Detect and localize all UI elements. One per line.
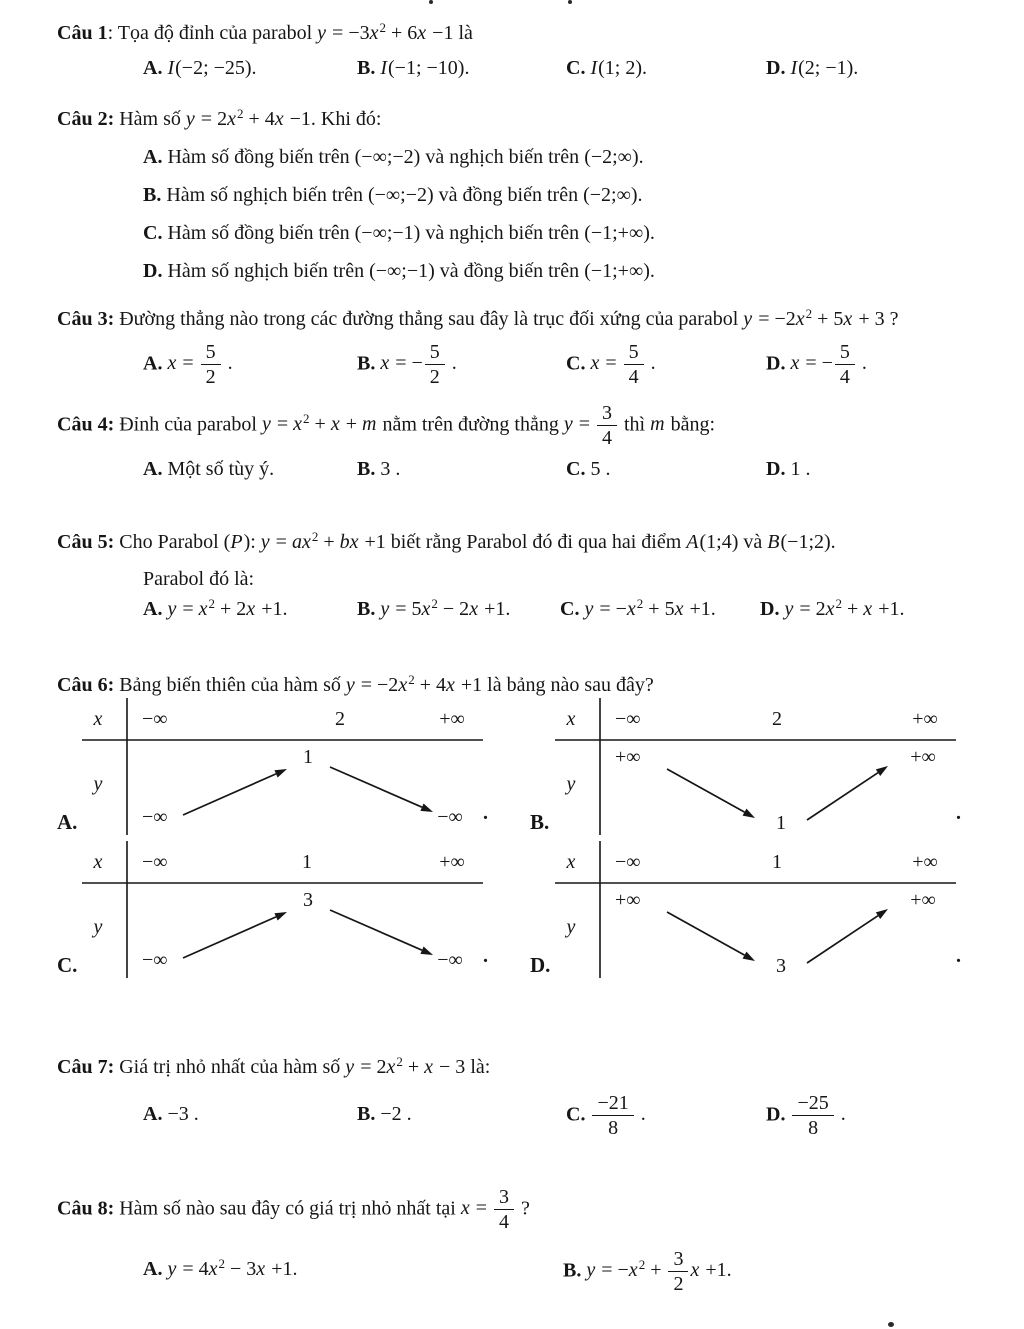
question-3-title [57,308,898,331]
option-text: và đồng biến trên [433,184,584,206]
question-8-text: Hàm số nào sau đây có giá trị nhỏ nhất tại [114,1197,461,1220]
option-value: I(2; −1). [790,57,859,79]
option-letter: A. [143,458,163,480]
increase-arrow [807,766,888,820]
option-value: x = − $\frac{5}{2}$ . [380,341,457,389]
q2-option-a [143,146,644,169]
option-value: $y = 4x^2 - 3x +1$. [167,1256,298,1280]
table-period: . [956,802,961,824]
y-right-limit: −∞ [437,806,463,828]
x-right-value: +∞ [912,708,938,730]
option-letter: B. [357,57,376,79]
question-8-label: Câu 8: [57,1197,115,1220]
question-2-text: Hàm số [114,108,186,130]
stray-mark [568,0,572,4]
question-5-text: và [738,531,768,553]
q1-option-b [357,57,469,80]
option-letter: C. [566,57,586,79]
question-3-text-after: ? [884,308,899,330]
question-4-title [57,402,715,450]
option-letter: D. [760,598,780,620]
question-4-text: thì [619,413,651,436]
option-value: I(1; 2). [590,57,648,79]
y-left-limit: −∞ [142,806,168,828]
question-6-text-after: là bảng nào sau đây? [482,674,654,696]
option-letter: B. [357,352,376,375]
x-row-label: x [566,708,576,730]
table-period: . [483,945,488,967]
question-2-text-after: . Khi đó: [310,108,382,130]
option-value: $y = 5x^2 - 2x +1$. [380,596,511,620]
table-option-letter: A. [57,810,78,834]
option-value: $y = -x^2$ + $\frac{3}{2}$ x +1. [586,1248,732,1296]
question-7-label: Câu 7: [57,1056,115,1078]
option-letter: A. [143,57,163,79]
x-left-value: −∞ [615,851,641,873]
option-letter: D. [766,1103,786,1126]
option-text: . [638,146,644,168]
table-option-letter: C. [57,953,78,977]
q5-option-a [143,598,287,621]
q3-option-b [357,341,457,389]
option-text: Hàm số đồng biến trên [167,222,355,244]
y-min-value: 3 [776,955,786,977]
interval: (−∞;−1) [354,222,421,244]
option-value: $\frac{-25}{8}$ . [790,1103,845,1125]
option-letter: B. [357,458,376,480]
interval: (−∞;−2) [354,146,421,168]
x-left-value: −∞ [142,851,168,873]
interval: (−∞;−1) [369,260,435,282]
y-left-limit: +∞ [615,889,641,911]
option-value: −3 . [167,1103,199,1125]
table-period: . [483,802,488,824]
question-8-text-after: ? [516,1197,530,1220]
interval: (−1;+∞) [584,260,650,282]
x-right-value: +∞ [439,851,465,873]
x-row-label: x [93,708,103,730]
x-mid-value: 2 [772,708,782,730]
stray-mark [429,0,433,4]
q1-option-d [766,57,858,80]
y-right-limit: +∞ [910,889,936,911]
question-2-title [57,108,381,131]
option-value: −2 . [380,1103,412,1125]
y-max-value: 3 [303,889,313,911]
option-letter: C. [143,222,163,244]
question-5-title [57,531,836,554]
q2-option-d [143,260,655,283]
q8-option-a [143,1258,297,1281]
option-letter: A. [143,598,163,620]
variation-table-d [530,841,976,983]
q5-option-d [760,598,904,621]
option-text: . [649,260,655,282]
decrease-arrow [330,767,433,812]
question-4-formula: $y = x^2 + x + m$ [261,411,377,436]
option-value: x = $\frac{5}{4}$ . [590,341,656,389]
increase-arrow [183,769,287,815]
q8-option-b [563,1248,732,1296]
option-letter: A. [143,1103,163,1125]
y-row-label: y [566,916,576,938]
question-2-label: Câu 2: [57,108,115,130]
q5-option-b [357,598,510,621]
option-text: Hàm số nghịch biến trên [167,260,370,282]
interval: (−2;∞) [584,146,639,168]
option-value: 3 . [380,458,401,480]
interval: (−2;∞) [583,184,638,206]
question-2-formula: $y = 2x^2 + 4x -1$ [185,106,311,130]
question-4-formula-2: y = $\frac{3}{4}$ [564,413,619,435]
question-7-title [57,1056,490,1079]
option-letter: B. [357,598,376,620]
x-mid-value: 1 [302,851,312,873]
question-8-title [57,1186,530,1234]
question-6-title [57,674,654,697]
q4-option-d [766,458,810,481]
q2-option-b [143,184,643,207]
option-letter: C. [566,1103,586,1126]
question-1-text-after: là [453,22,473,44]
table-period: . [956,945,961,967]
interval: (−∞;−2) [367,184,434,206]
increase-arrow [183,912,287,958]
y-right-limit: +∞ [910,746,936,768]
y-row-label: y [93,773,103,795]
x-mid-value: 2 [335,708,345,730]
q7-option-d [766,1092,846,1140]
option-letter: B. [563,1259,582,1282]
increase-arrow [807,909,888,963]
q2-option-c [143,222,655,245]
option-value: $y = x^2 + 2x +1$. [167,596,288,620]
decrease-arrow [667,769,755,818]
question-5-label: Câu 5: [57,531,115,553]
option-letter: A. [143,146,163,168]
x-left-value: −∞ [142,708,168,730]
variation-table-c [57,841,503,983]
option-letter: D. [143,260,163,282]
option-text: Hàm số đồng biến trên [167,146,355,168]
option-letter: C. [566,458,586,480]
variation-table-diagram [82,841,487,983]
variation-table-a [57,698,503,840]
option-letter: D. [766,458,786,480]
point-A: A(1;4) [686,531,739,553]
question-4-text: nằm trên đường thẳng [377,413,564,436]
option-letter: D. [766,57,786,79]
question-5-text: Cho Parabol [114,531,224,553]
question-6-text: Bảng biến thiên của hàm số [114,674,346,696]
option-text: Một số tùy ý. [167,458,275,480]
question-5-formula: (P): $y = ax^2$ + bx +1 [223,529,386,553]
q3-option-d [766,341,867,389]
x-right-value: +∞ [912,851,938,873]
y-max-value: 1 [303,746,313,768]
option-value: I(−1; −10). [380,57,470,79]
option-letter: B. [143,184,162,206]
x-mid-value: 1 [772,851,782,873]
variation-table-diagram [82,698,487,840]
question-4-var: m [650,413,665,436]
x-left-value: −∞ [615,708,641,730]
variation-table-diagram [555,698,960,840]
q4-option-b [357,458,400,481]
x-row-label: x [566,851,576,873]
option-text: Hàm số nghịch biến trên [166,184,368,206]
option-value: x = $\frac{5}{2}$ . [167,341,233,389]
option-letter: A. [143,352,163,375]
question-5-subline: Parabol đó là: [143,568,255,590]
question-4-label: Câu 4: [57,413,115,436]
option-value: 5 . [590,458,611,480]
question-1-formula: $y = -3x^2 + 6x -1$ [317,20,454,44]
q4-option-c [566,458,610,481]
question-1-label: Câu 1 [57,22,108,44]
x-right-value: +∞ [439,708,465,730]
question-8-formula: x = $\frac{3}{4}$ [461,1197,516,1219]
q1-option-c [566,57,647,80]
option-value: $y = -x^2 + 5x +1$. [584,596,716,620]
question-3-text: Đường thẳng nào trong các đường thẳng sau đây là trục đối xứng của parabol [114,308,744,330]
question-5-text: biết rằng Parabol đó đi qua hai điểm [385,531,687,553]
question-7-text: Giá trị nhỏ nhất của hàm số [114,1056,346,1078]
option-letter: A. [143,1258,163,1280]
q7-option-a [143,1103,199,1126]
question-4-text-after: bằng: [665,413,716,436]
y-row-label: y [566,773,576,795]
y-right-limit: −∞ [437,949,463,971]
option-letter: D. [766,352,786,375]
q3-option-a [143,341,233,389]
question-6-formula: $y = -2x^2 + 4x +1$ [345,672,483,696]
table-option-letter: D. [530,953,551,977]
q5-option-c [560,598,716,621]
x-row-label: x [93,851,103,873]
decrease-arrow [667,912,755,961]
option-letter: C. [566,352,586,375]
option-value: $y = 2x^2 + x +1$. [784,596,905,620]
table-option-letter: B. [530,810,550,834]
point-B: B(−1;2) [767,531,831,553]
question-7-formula: $y = 2x^2 + x - 3$ [345,1054,466,1078]
variation-table-b [530,698,976,840]
option-text: và nghịch biến trên [420,222,585,244]
q3-option-c [566,341,656,389]
stray-mark [888,1322,894,1327]
y-left-limit: +∞ [615,746,641,768]
question-3-label: Câu 3: [57,308,115,330]
variation-table-diagram [555,841,960,983]
option-value: I(−2; −25). [167,57,257,79]
option-text: và đồng biến trên [434,260,585,282]
question-1-title [57,22,473,45]
y-left-limit: −∞ [142,949,168,971]
q7-option-b [357,1103,412,1126]
decrease-arrow [330,910,433,955]
q7-option-c [566,1092,646,1140]
option-letter: C. [560,598,580,620]
q1-option-a [143,57,257,80]
option-text: . [649,222,655,244]
question-1-text: : Tọa độ đỉnh của parabol [107,22,318,44]
option-letter: B. [357,1103,376,1125]
y-row-label: y [93,916,103,938]
q4-option-a [143,458,274,481]
question-6-label: Câu 6: [57,674,115,696]
y-min-value: 1 [776,812,786,834]
option-value: $\frac{-21}{8}$ . [590,1103,645,1125]
option-text: và nghịch biến trên [420,146,585,168]
interval: (−1;+∞) [584,222,650,244]
question-3-formula: $y = -2x^2 + 5x + 3$ [743,306,885,330]
option-text: . [637,184,643,206]
question-7-text-after: là: [465,1056,491,1078]
question-4-text: Đỉnh của parabol [114,413,262,436]
option-value: 1 . [790,458,811,480]
question-5-text-after: . [830,531,836,553]
option-value: x = − $\frac{5}{4}$ . [790,341,867,389]
